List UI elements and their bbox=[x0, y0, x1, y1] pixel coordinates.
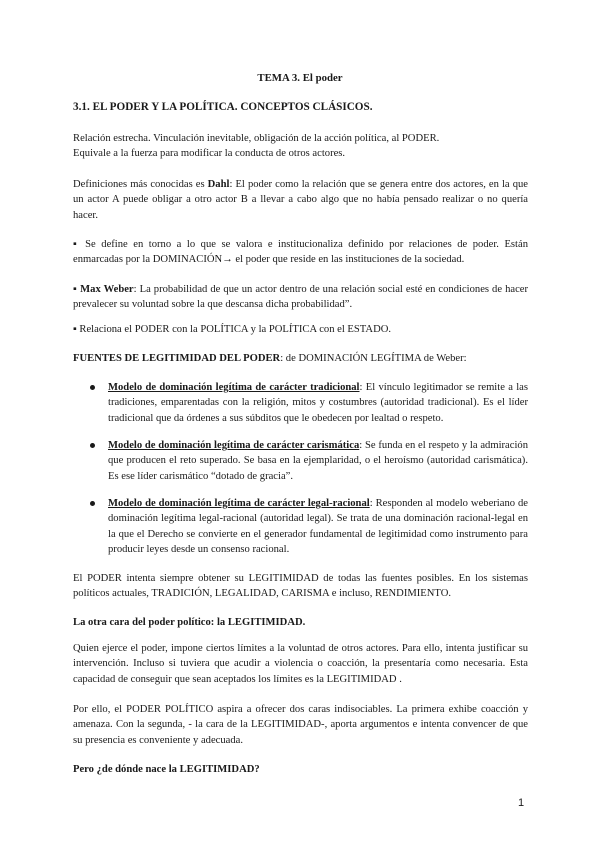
weber-paragraph bbox=[73, 282, 528, 313]
model-text: : Responden al modelo weberiano de dominación legítima legal-racional (autoridad legal). Se trata de una dominación racional-legal en la que el Derecho se convierte en el generador fundamental de legitimidad como instrumento para producir leyes desde un consenso racional. bbox=[108, 498, 528, 556]
dahl-paragraph bbox=[73, 177, 528, 223]
section-heading: 3.1. EL PODER Y LA POLÍTICA. CONCEPTOS CLÁSICOS. bbox=[73, 101, 373, 113]
bullet-icon bbox=[90, 501, 95, 506]
page-title: TEMA 3. El poder bbox=[257, 72, 343, 84]
weber-pre: ▪ bbox=[73, 284, 81, 295]
relaciona-paragraph: ▪ Relaciona el PODER con la POLÍTICA y la POLÍTICA con el ESTADO. bbox=[73, 324, 392, 335]
model-text: : Se funda en el respeto y la admiración que producen el reto superado. Se basa en la ejemplaridad, o el heroísmo (autoridad carismática). Es ese líder carismático “dotado de gracia”. bbox=[108, 440, 528, 482]
weber-text: : La probabilidad de que un actor dentro de una relación social esté en condiciones de hacer prevalecer su voluntad sobre la que descansa dicha probabilidad”. bbox=[73, 284, 529, 311]
model-name: Modelo de dominación legítima de carácter carismática bbox=[108, 440, 360, 451]
pero-heading: Pero ¿de dónde nace la LEGITIMIDAD? bbox=[73, 764, 260, 775]
model-name: Modelo de dominación legítima de carácter legal-racional bbox=[108, 498, 370, 509]
otra-cara-heading: La otra cara del poder político: la LEGITIMIDAD. bbox=[73, 617, 306, 628]
intro-line-2: Equivale a la fuerza para modificar la conducta de otros actores. bbox=[73, 148, 346, 160]
model-text: : El vínculo legitimador se remite a las tradiciones, emparentadas con la religión, mitos y costumbres (autoridad tradicional). Es el líder tradicional que da órdenes a sus súbditos que le obedecen por lealtad o respeto. bbox=[108, 382, 528, 424]
intenta-paragraph: El PODER intenta siempre obtener su LEGITIMIDAD de todas las fuentes posibles. En los sistemas políticos actuales, TRADICIÓN, LEGALIDAD, CARISMA e incluso, RENDIMIENTO. bbox=[73, 573, 528, 600]
fuentes-paragraph bbox=[73, 351, 528, 366]
fuentes-label: FUENTES DE LEGITIMIDAD DEL PODER bbox=[73, 353, 281, 364]
list-item bbox=[90, 380, 528, 426]
quien-paragraph: Quien ejerce el poder, impone ciertos límites a la voluntad de otros actores. Para ello, intenta justificar su intervención. Incluso si tuviera que acudir a violencia o coacción, la presentaría como necesaria. Esta capacidad de conseguir que sean aceptados los límites es la LEGITIMIDAD . bbox=[73, 643, 528, 685]
bullet-icon bbox=[90, 385, 95, 390]
por-ello-paragraph: Por ello, el PODER POLÍTICO aspira a ofrecer dos caras indisociables. La primera exhibe coacción y amenaza. Con la segunda, - la cara de la LEGITIMIDAD-, aporta argumentos e intenta convencer de que su presencia es conveniente y adecuada. bbox=[73, 704, 528, 746]
dahl-name: Dahl bbox=[207, 179, 230, 190]
intro-paragraph bbox=[73, 131, 528, 162]
list-item bbox=[90, 438, 528, 484]
bullet-icon bbox=[90, 443, 95, 448]
define-paragraph: ▪ Se define en torno a lo que se valora e institucionaliza definido por relaciones de poder. Están enmarcadas por la DOMINACIÓN→ el poder que reside en las instituciones de la sociedad. bbox=[73, 239, 528, 266]
list-item bbox=[90, 496, 528, 558]
dahl-pre: Definiciones más conocidas es bbox=[73, 179, 208, 190]
dahl-text: : El poder como la relación que se genera entre dos actores, en la que un actor A puede obligar a otro actor B a llevar a cabo algo que no había pensado realizar o no quería hacer. bbox=[73, 179, 528, 221]
intro-line-1: Relación estrecha. Vinculación inevitable, obligación de la acción política, al PODER. bbox=[73, 133, 440, 144]
fuentes-text: : de DOMINACIÓN LEGÍTIMA de Weber: bbox=[280, 353, 467, 364]
weber-name: Max Weber bbox=[80, 284, 134, 295]
model-name: Modelo de dominación legítima de carácter tradicional bbox=[108, 382, 360, 393]
page-number: 1 bbox=[518, 797, 525, 809]
